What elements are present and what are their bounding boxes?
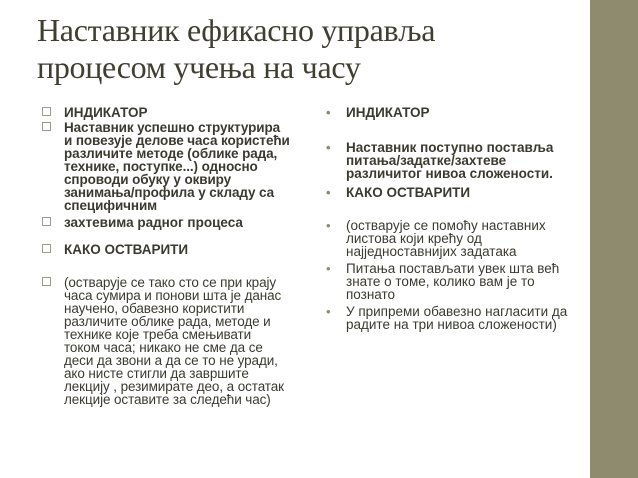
accent-side-bar bbox=[590, 0, 638, 478]
list-item: Наставник успешно структурира и повезује делове часа користећи различите методе (облике рада, технике, поступке...) односно спроводи обуку у оквиру занимања/профила у складу са специфичним bbox=[40, 121, 290, 212]
bullet-dot-icon: • bbox=[326, 185, 331, 200]
list-item: ИНДИКАТОР bbox=[40, 106, 290, 119]
checkbox-bullet-icon bbox=[42, 217, 51, 226]
bullet-dot-icon: • bbox=[326, 304, 331, 319]
list-item: • Наставник поступно поставља питања/задатке/захтеве различитог нивоа сложености. bbox=[326, 140, 554, 181]
list-item: • Питања постављати увек шта већ знате о томе, колико вам је то познато bbox=[326, 261, 560, 302]
list-item: захтевима радног процеса bbox=[40, 216, 290, 229]
list-item: (остварује се тако сто се при крају часа сумира и понови шта је данас научено, обавезно користити различите облике рада, методе и технике које треба смењивати током часа; никако не сме да се деси да звони а да се то не уради, ако нисте стигли да завршите лекцију , резимирате део, а остатак лекције оставите за следећи час) bbox=[40, 276, 290, 406]
list-item: • (остварује се помоћу наставних листова који крећу од најједноставнијих задатака bbox=[326, 218, 546, 259]
left-column-list bbox=[40, 106, 290, 406]
title-line-2: процесом учења на часу bbox=[37, 49, 361, 85]
checkbox-bullet-icon bbox=[42, 277, 51, 286]
list-item: КАКО ОСТВАРИТИ bbox=[40, 243, 290, 256]
checkbox-bullet-icon bbox=[42, 107, 51, 116]
slide-title bbox=[37, 12, 577, 86]
list-item: • КАКО ОСТВАРИТИ bbox=[326, 185, 471, 200]
bullet-dot-icon: • bbox=[326, 140, 331, 155]
bullet-dot-icon: • bbox=[326, 105, 331, 120]
checkbox-bullet-icon bbox=[42, 122, 51, 131]
list-item: • ИНДИКАТОР bbox=[326, 105, 430, 120]
bullet-dot-icon: • bbox=[326, 218, 331, 233]
title-line-1: Наставник ефикасно управља bbox=[37, 12, 436, 48]
bullet-dot-icon: • bbox=[326, 261, 331, 276]
list-item: • У припреми обавезно нагласити да радите на три нивоа сложености) bbox=[326, 304, 568, 332]
right-column-list bbox=[322, 106, 582, 331]
checkbox-bullet-icon bbox=[42, 244, 51, 253]
